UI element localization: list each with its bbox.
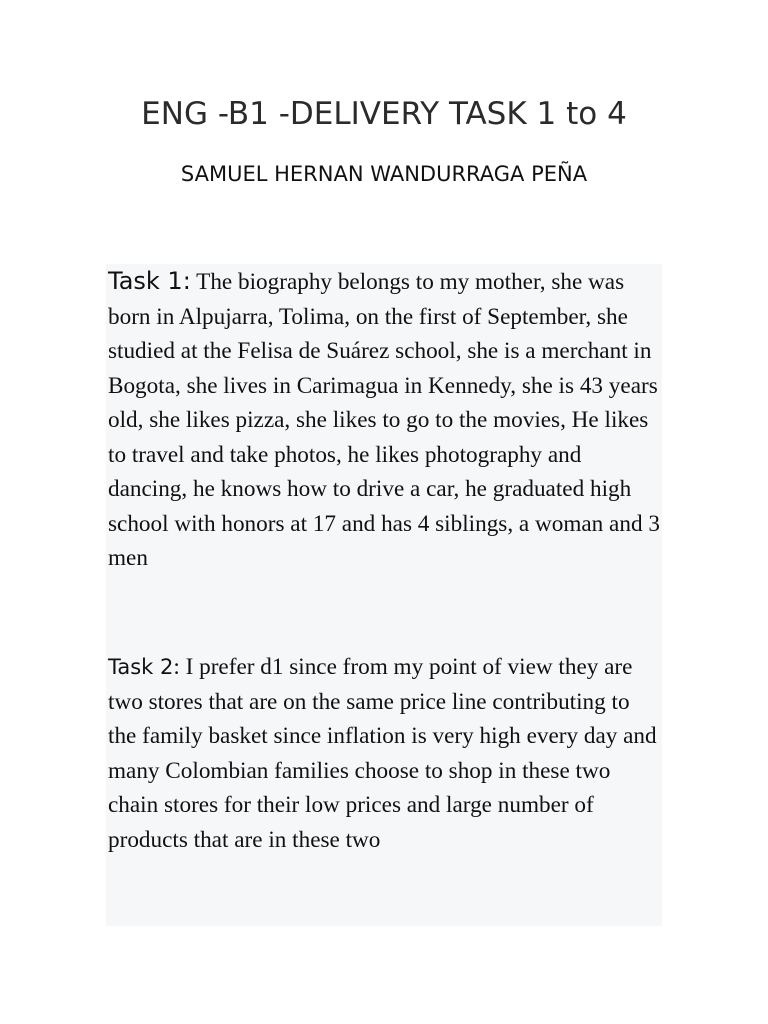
content-box bbox=[106, 264, 662, 926]
task-2-text: : I prefer d1 since from my point of view they are two stores that are on the same price line contributing to the family basket since inflation is very high every day and many Colombian families choose to shop in these two chain stores for their low prices and large number of products that are in these two bbox=[108, 654, 657, 853]
task-1-text: The biography belongs to my mother, she was born in Alpujarra, Tolima, on the first of September, she studied at the Felisa de Suárez school, she is a merchant in Bogota, she lives in Carimagua in Kennedy, she is 43 years old, she likes pizza, she likes to go to the movies, He likes to travel and take photos, he likes photography and dancing, he knows how to drive a car, he graduated high school with honors at 17 and has 4 siblings, a woman and 3 men bbox=[108, 269, 660, 571]
task-2-paragraph bbox=[108, 650, 662, 857]
task-1-paragraph bbox=[108, 264, 662, 576]
task-1-label: Task 1: bbox=[108, 267, 191, 295]
task-2-label: Task 2 bbox=[108, 655, 174, 679]
document-title: ENG -B1 -DELIVERY TASK 1 to 4 bbox=[141, 96, 627, 132]
document-author: SAMUEL HERNAN WANDURRAGA PEÑA bbox=[180, 162, 588, 186]
